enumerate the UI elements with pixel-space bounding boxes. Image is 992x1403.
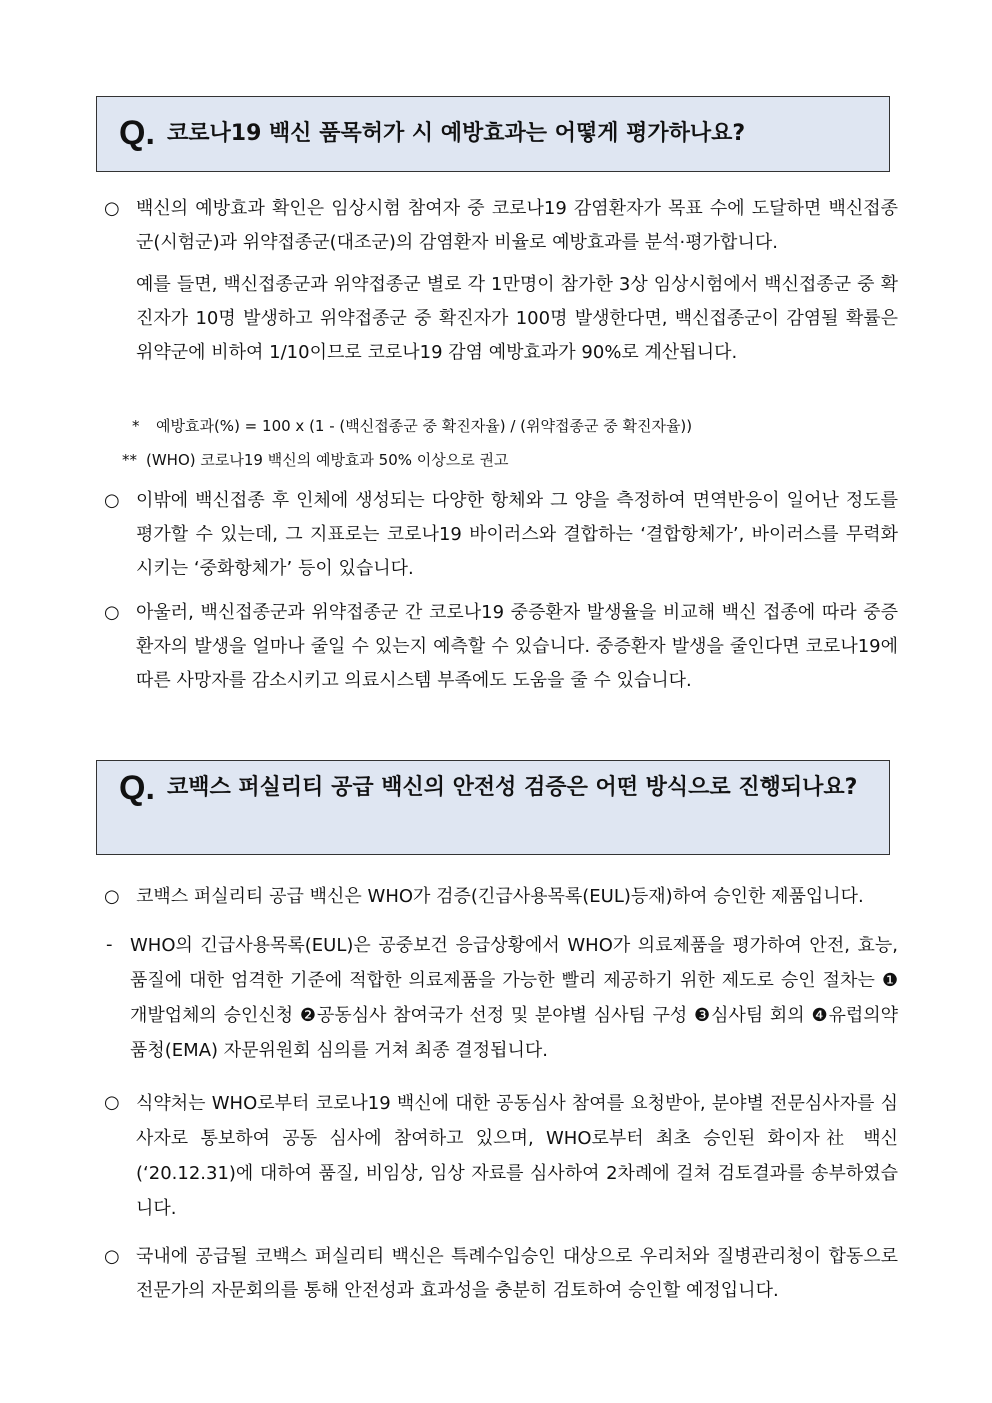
footnote-text: 예방효과(%) = 100 x (1 - (백신접종군 중 확진자율) / (위약접종군 중 확진자율)) — [156, 417, 693, 435]
footnote-mark: ** — [122, 451, 137, 469]
bullet-mark: ○ — [104, 1246, 120, 1267]
question-box-2 — [96, 760, 890, 855]
paragraph-text: WHO의 긴급사용목록(EUL)은 공중보건 응급상황에서 WHO가 의료제품을 평가하여 안전, 효능, 품질에 대한 엄격한 기준에 적합한 의료제품을 가능한 빨리 제공하기 위한 제도로 승인 절차는 ❶개발업체의 승인신청 ❷공동심사 참여국가 선정 및 분야별 심사팀 구성 ❸심사팀 회의 ❹유럽의약품청(EMA) 자문위원회 심의를 거쳐 최종 결정됩니다. — [130, 935, 898, 1061]
answer-paragraph — [104, 596, 898, 698]
answer-paragraph — [104, 1086, 898, 1226]
paragraph-text: 아울러, 백신접종군과 위약접종군 간 코로나19 중증환자 발생율을 비교해 백신 접종에 따라 중증환자의 발생을 얼마나 줄일 수 있는지 예측할 수 있습니다. 중증환자 발생을 줄인다면 코로나19에 따른 사망자를 감소시키고 의료시스템 부족에도 도움을 줄 수 있습니다. — [136, 602, 898, 691]
question-title-1: 코로나19 백신 품목허가 시 예방효과는 어떻게 평가하나요? — [167, 121, 746, 146]
footnote-mark: * — [132, 417, 140, 435]
question-mark-1: Q. — [119, 114, 155, 152]
bullet-mark: ○ — [104, 490, 120, 511]
paragraph-text: 백신의 예방효과 확인은 임상시험 참여자 중 코로나19 감염환자가 목표 수에 도달하면 백신접종군(시험군)과 위약접종군(대조군)의 감염환자 비율로 예방효과를 분석·평가합니다. — [136, 198, 898, 253]
bullet-mark: ○ — [104, 198, 120, 219]
paragraph-text: 식약처는 WHO로부터 코로나19 백신에 대한 공동심사 참여를 요청받아, 분야별 전문심사자를 심사자로 통보하여 공동 심사에 참여하고 있으며, WHO로부터 최초 승인된 화이자社 백신(‘20.12.31)에 대하여 품질, 비임상, 임상 자료를 심사하여 2차례에 걸쳐 검토결과를 송부하였습니다. — [136, 1093, 898, 1219]
dash-mark: - — [106, 934, 113, 955]
answer-paragraph — [106, 928, 898, 1068]
example-paragraph: 예를 들면, 백신접종군과 위약접종군 별로 각 1만명이 참가한 3상 임상시험에서 백신접종군 중 확진자가 10명 발생하고 위약접종군 중 확진자가 100명 발생한다면, 백신접종군이 감염될 확률은 위약군에 비하여 1/10이므로 코로나19 감염 예방효과가 90%로 계산됩니다. — [136, 274, 898, 363]
bullet-mark: ○ — [104, 602, 120, 623]
paragraph-text: 국내에 공급될 코백스 퍼실리티 백신은 특례수입승인 대상으로 우리처와 질병관리청이 합동으로 전문가의 자문회의를 통해 안전성과 효과성을 충분히 검토하여 승인할 예정입니다. — [136, 1246, 898, 1301]
question-title-2: 코백스 퍼실리티 공급 백신의 안전성 검증은 어떤 방식으로 진행되나요? — [167, 775, 858, 800]
footnote-text: (WHO) 코로나19 백신의 예방효과 50% 이상으로 권고 — [146, 451, 509, 469]
question-box-1 — [96, 96, 890, 172]
bullet-mark: ○ — [104, 886, 120, 907]
paragraph-text: 이밖에 백신접종 후 인체에 생성되는 다양한 항체와 그 양을 측정하여 면역반응이 일어난 정도를 평가할 수 있는데, 그 지표로는 코로나19 바이러스와 결합하는 ‘결합항체가’, 바이러스를 무력화시키는 ‘중화항체가’ 등이 있습니다. — [136, 490, 898, 579]
answer-paragraph — [104, 192, 898, 260]
answer-paragraph — [104, 880, 898, 914]
question-mark-2: Q. — [119, 769, 155, 807]
answer-paragraph — [104, 1240, 898, 1308]
answer-paragraph — [104, 484, 898, 586]
footnote-2 — [122, 447, 509, 473]
footnote-1 — [132, 413, 692, 439]
paragraph-text: 코백스 퍼실리티 공급 백신은 WHO가 검증(긴급사용목록(EUL)등재)하여 승인한 제품입니다. — [136, 886, 864, 907]
bullet-mark: ○ — [104, 1092, 120, 1113]
